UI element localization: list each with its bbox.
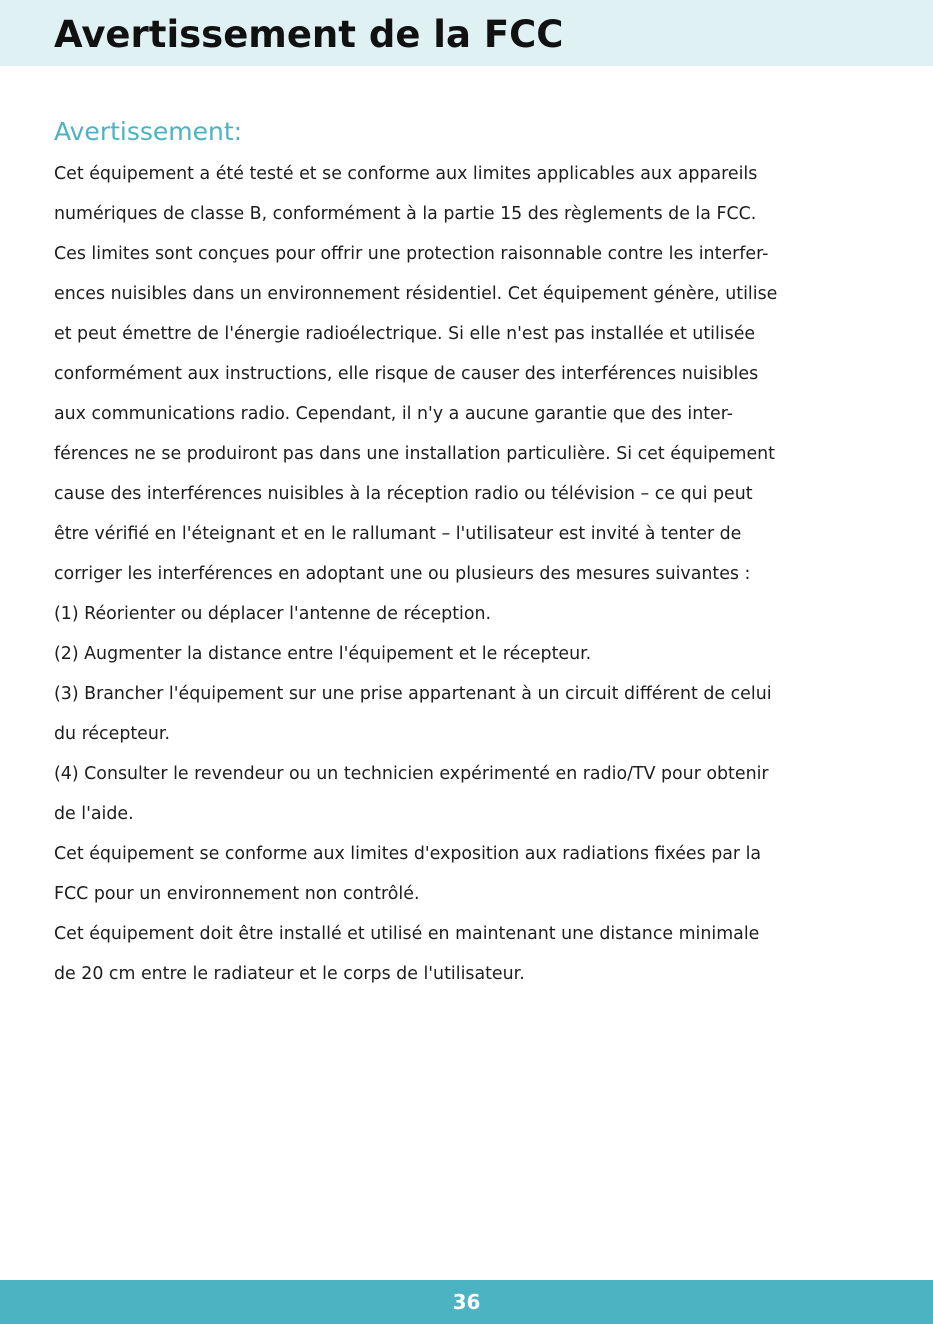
body-line: Cet équipement se conforme aux limites d'exposition aux radiations fixées par la	[54, 844, 762, 864]
footer-band	[0, 1280, 933, 1324]
body-line: cause des interférences nuisibles à la réception radio ou télévision – ce qui peut	[54, 484, 753, 504]
list-item-3-continued: du récepteur.	[54, 724, 170, 744]
body-line: Ces limites sont conçues pour offrir une protection raisonnable contre les interfer-	[54, 244, 769, 264]
section-heading: Avertissement:	[54, 117, 243, 146]
body-line: ences nuisibles dans un environnement résidentiel. Cet équipement génère, utilise	[54, 284, 778, 304]
body-line: Cet équipement doit être installé et utilisé en maintenant une distance minimale	[54, 924, 760, 944]
header-band	[0, 0, 933, 66]
body-line: de 20 cm entre le radiateur et le corps de l'utilisateur.	[54, 964, 525, 984]
page-title: Avertissement de la FCC	[54, 13, 564, 56]
page-number: 36	[452, 1290, 481, 1314]
body-line: corriger les interférences en adoptant une ou plusieurs des mesures suivantes :	[54, 564, 751, 584]
body-line: numériques de classe B, conformément à la partie 15 des règlements de la FCC.	[54, 204, 757, 224]
body-line: férences ne se produiront pas dans une installation particulière. Si cet équipement	[54, 444, 776, 464]
body-line: et peut émettre de l'énergie radioélectrique. Si elle n'est pas installée et utilisée	[54, 324, 756, 344]
list-item-4: (4) Consulter le revendeur ou un technicien expérimenté en radio/TV pour obtenir	[54, 764, 769, 784]
body-line: Cet équipement a été testé et se conforme aux limites applicables aux appareils	[54, 164, 758, 184]
body-line: être vérifié en l'éteignant et en le rallumant – l'utilisateur est invité à tenter de	[54, 524, 742, 544]
body-text	[54, 154, 884, 994]
list-item-4-continued: de l'aide.	[54, 804, 134, 824]
body-line: aux communications radio. Cependant, il n'y a aucune garantie que des inter-	[54, 404, 734, 424]
list-item-3: (3) Brancher l'équipement sur une prise appartenant à un circuit différent de celui	[54, 684, 772, 704]
body-line: FCC pour un environnement non contrôlé.	[54, 884, 420, 904]
body-line: conformément aux instructions, elle risque de causer des interférences nuisibles	[54, 364, 759, 384]
list-item-1: (1) Réorienter ou déplacer l'antenne de réception.	[54, 604, 492, 624]
list-item-2: (2) Augmenter la distance entre l'équipement et le récepteur.	[54, 644, 592, 664]
